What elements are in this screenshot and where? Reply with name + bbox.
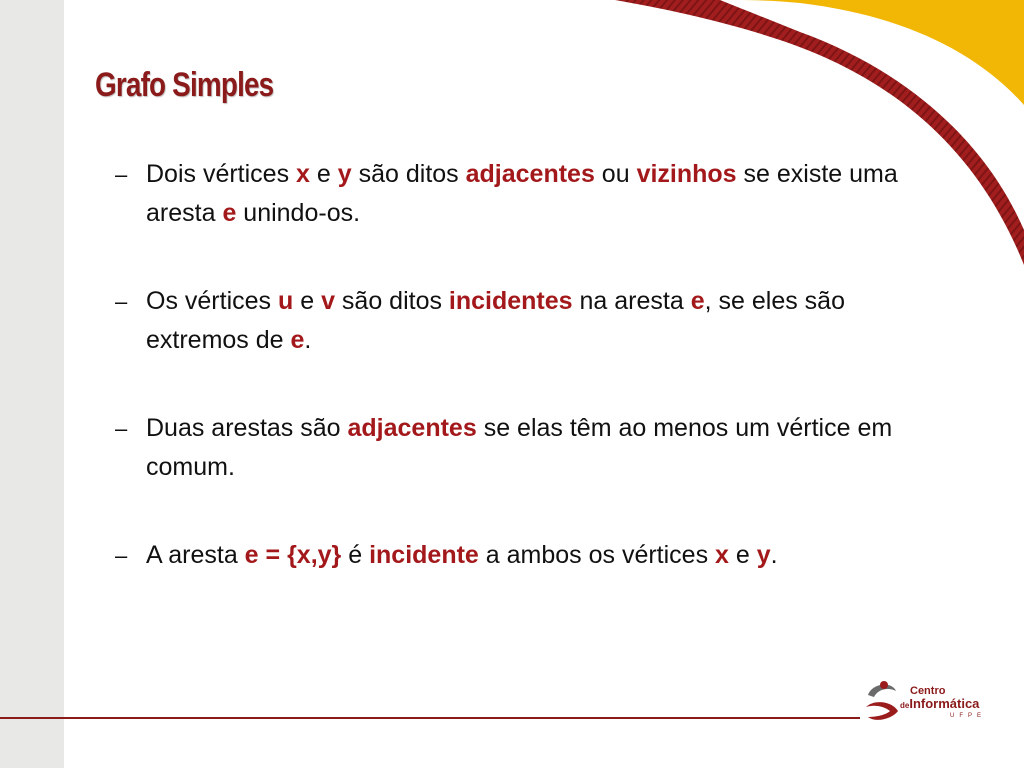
bullet-dash: – xyxy=(115,162,128,187)
highlight-term: y xyxy=(337,160,352,188)
bullet-dash: – xyxy=(115,416,128,441)
text-segment: , se eles são extremos de xyxy=(146,287,845,354)
highlight-term: e xyxy=(690,287,705,315)
highlight-term: incidentes xyxy=(448,287,573,315)
bullet-item xyxy=(115,536,915,575)
text-segment: Dois vértices xyxy=(146,160,297,188)
bullet-text xyxy=(146,541,778,569)
highlight-term: vizinhos xyxy=(636,160,737,188)
text-segment: a ambos os vértices xyxy=(478,541,716,569)
highlight-term: incidente xyxy=(369,541,479,569)
centro-de-informatica-logo xyxy=(862,677,1002,727)
text-segment: ou xyxy=(594,160,637,188)
text-segment: Os vértices xyxy=(146,287,278,315)
bullet-item xyxy=(115,282,915,360)
highlight-term: e xyxy=(222,199,237,227)
bullet-item xyxy=(115,155,915,233)
highlight-term: adjacentes xyxy=(465,160,595,188)
text-segment: são ditos xyxy=(334,287,449,315)
bullet-list xyxy=(115,155,915,624)
highlight-term: e = {x,y} xyxy=(244,541,342,569)
slide-title: Grafo Simples xyxy=(95,66,274,104)
text-segment: . xyxy=(304,326,312,354)
highlight-term: y xyxy=(756,541,771,569)
bullet-item xyxy=(115,409,915,487)
logo-text-de: de xyxy=(900,701,910,710)
highlight-term: u xyxy=(277,287,294,315)
bullet-dash: – xyxy=(115,543,128,568)
text-segment: na aresta xyxy=(572,287,691,315)
text-segment: unindo-os. xyxy=(236,199,361,227)
footer-divider xyxy=(0,717,860,719)
text-segment: é xyxy=(341,541,370,569)
text-segment: e xyxy=(293,287,322,315)
text-segment: e xyxy=(309,160,338,188)
logo-text-centro: Centro xyxy=(910,685,946,697)
logo-text-main: Informática xyxy=(909,696,980,711)
highlight-term: v xyxy=(321,287,335,315)
logo-text-informatica xyxy=(900,697,979,713)
text-segment: são ditos xyxy=(351,160,466,188)
text-segment: A aresta xyxy=(146,541,245,569)
text-segment: . xyxy=(770,541,778,569)
text-segment: e xyxy=(728,541,757,569)
highlight-term: e xyxy=(290,326,305,354)
logo-text-ufpe: UFPE xyxy=(950,713,987,719)
text-segment: Duas arestas são xyxy=(146,414,348,442)
text-segment: se elas têm ao menos um vértice em comum. xyxy=(146,414,893,481)
bullet-text xyxy=(146,414,892,481)
highlight-term: adjacentes xyxy=(347,414,477,442)
bullet-text xyxy=(146,287,845,354)
bullet-dash: – xyxy=(115,289,128,314)
bullet-text xyxy=(146,160,898,227)
highlight-term: x xyxy=(296,160,310,188)
text-segment: se existe uma aresta xyxy=(146,160,898,227)
highlight-term: x xyxy=(715,541,729,569)
